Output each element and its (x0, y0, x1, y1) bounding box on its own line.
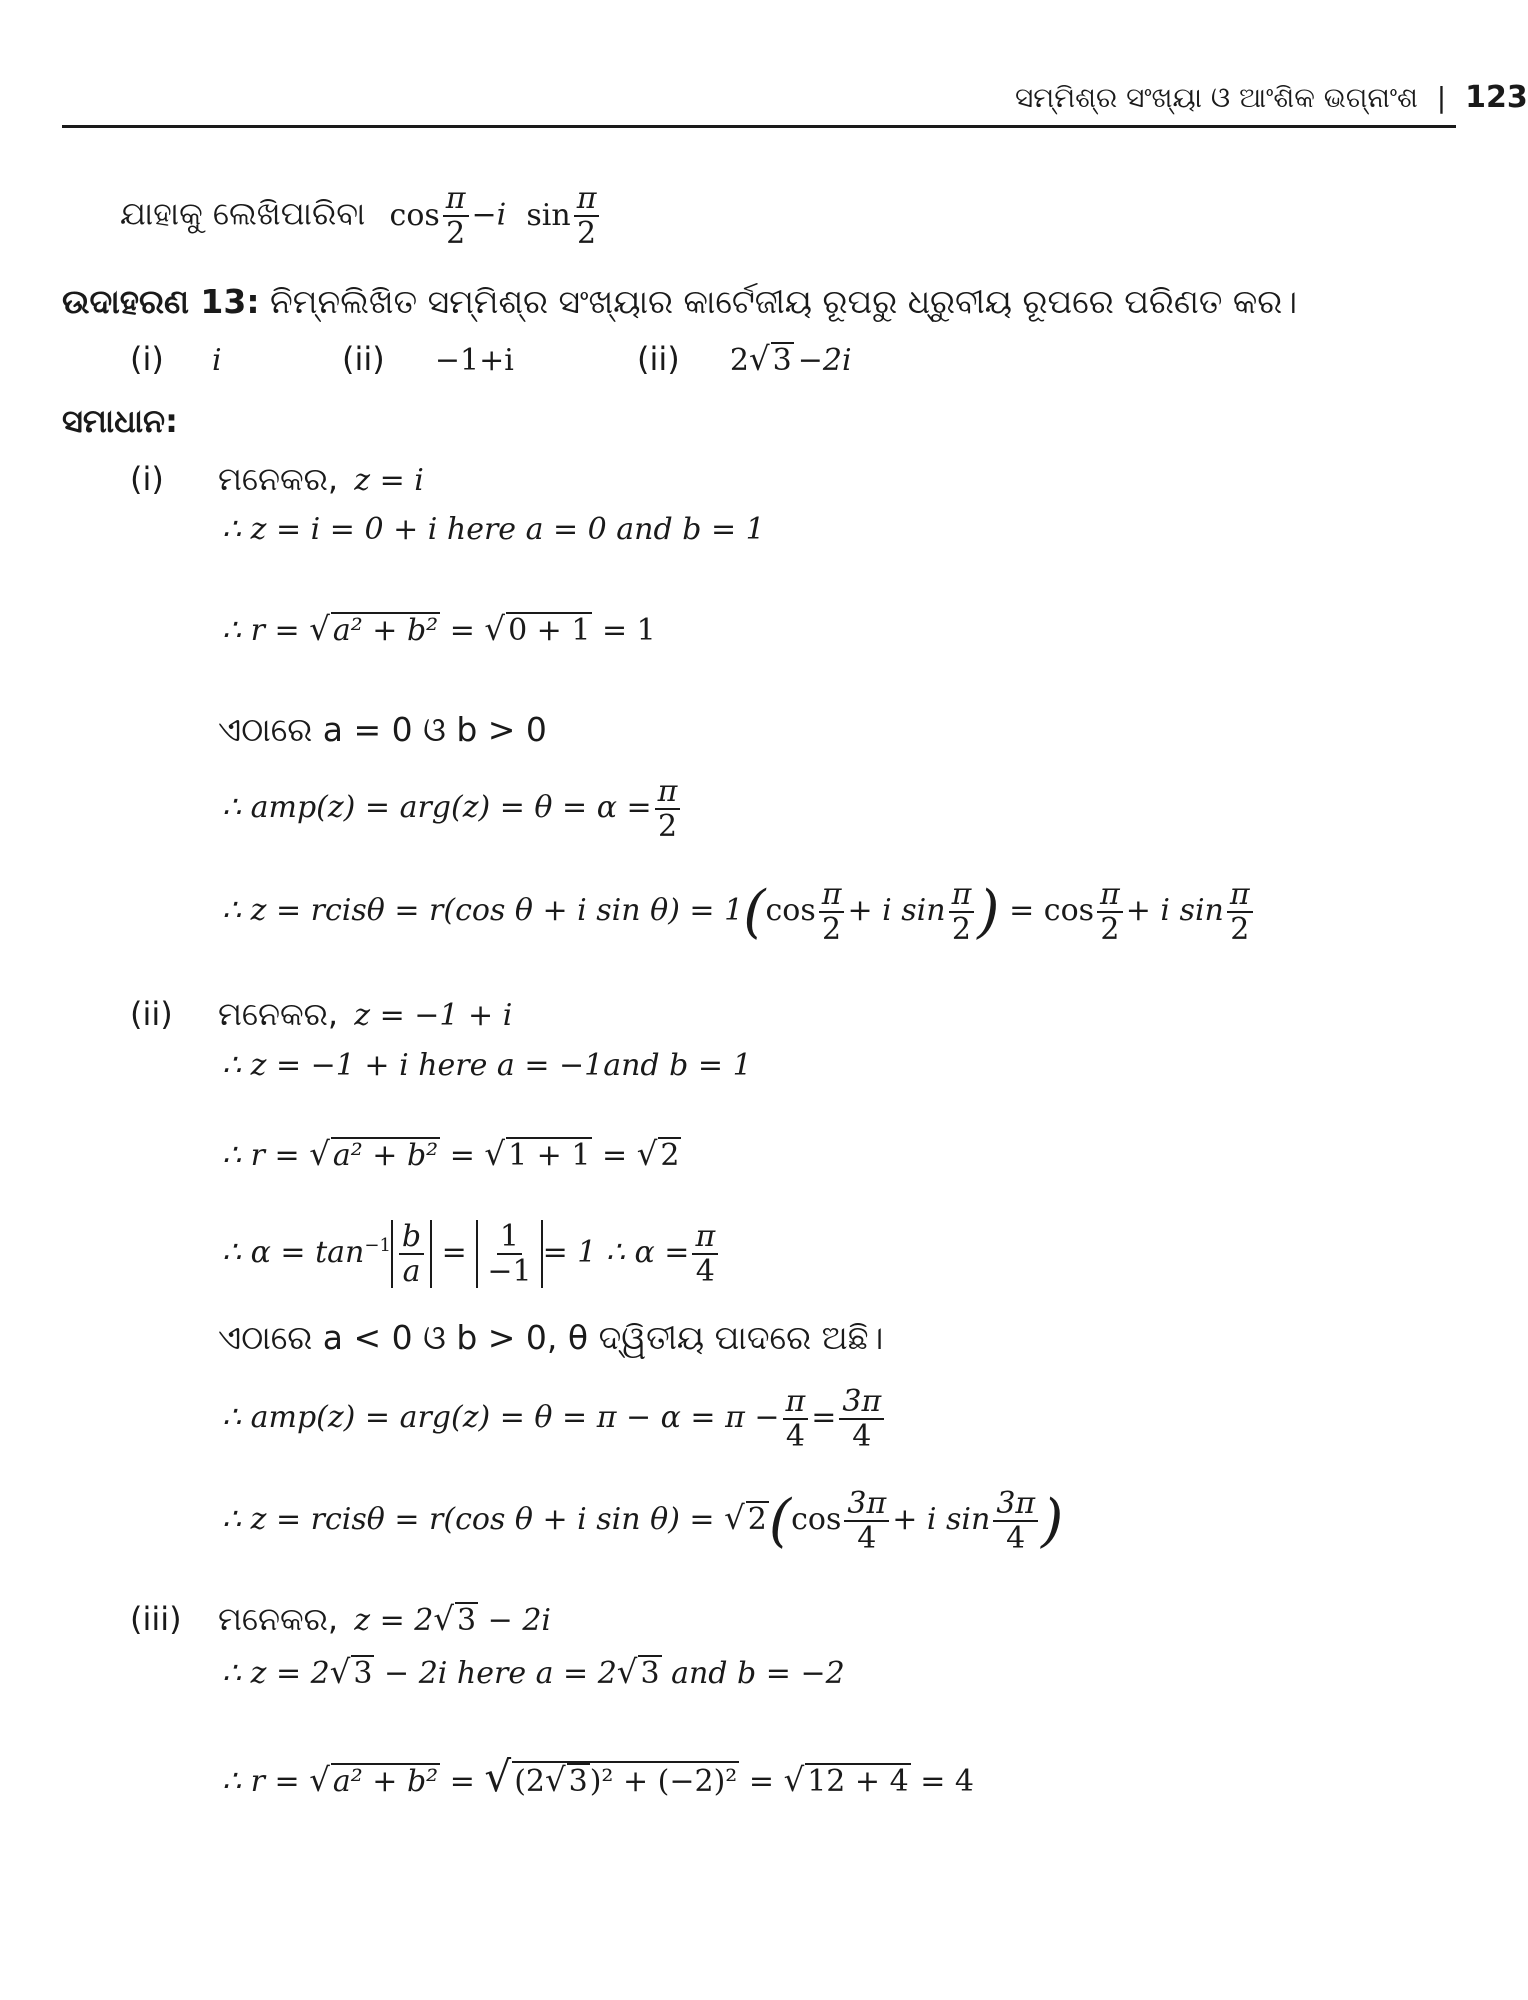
sol2-let: ମନେକର, z = −1 + i (218, 995, 513, 1033)
sol2-label: (ii) (130, 995, 173, 1033)
sol1-frac-pi2: $\frac{\pi}{2}$ (655, 775, 681, 843)
part-expr-1: i (212, 343, 222, 378)
part-expr-3: 2√ 3 −2i (729, 340, 852, 378)
part-label-1: (i) (130, 340, 164, 378)
sol3-label: (iii) (130, 1600, 182, 1638)
sol2-line2: ∴ r = √ a² + b² = √ 1 + 1 = √ 2 (222, 1135, 680, 1173)
intro-cos: cos (389, 197, 440, 233)
chapter-title: ସମ୍ମିଶ୍ର ସଂଖ୍ୟା ଓ ଆଂଶିକ ଭଗ୍ନାଂଶ (1015, 81, 1418, 114)
sol2-line3: ∴ $\alpha = \tan^{-1}$ $\frac{b}{a}$ = $\frac{1}{-1}$ = 1 ∴ α = $\frac{\pi}{4}$ (222, 1220, 721, 1288)
intro-frac-1: $\frac{\pi}{2}$ (443, 182, 469, 250)
part-expr-2: −1+i (434, 343, 514, 378)
part-label-3: (ii) (637, 340, 680, 378)
parts-row-2 (342, 340, 514, 378)
sol3-line1: ∴ z = 2√ 3 − 2i here a = 2√ 3 and b = −2 (222, 1653, 845, 1691)
sol2-line4: ଏଠାରେ a < 0 ଓ b > 0, θ ଦ୍ୱିତୀୟ ପାଦରେ ଅଛି। (218, 1318, 884, 1357)
sol1-line4: ∴ amp(z) = arg(z) = θ = α = $\frac{\pi}{2}$ (222, 775, 683, 843)
sol3-line2: ∴ r = √ a² + b² = √ (2√ 3)² + (−2)² = √ 12 + 4 = 4 (222, 1752, 974, 1801)
sol1-line2: ∴ r = √ a² + b² = √ 0 + 1 = 1 (222, 610, 656, 648)
example-heading (62, 282, 1297, 322)
example-label: ଉଦାହରଣ 13: (62, 282, 260, 321)
sol1-line1: ∴ z = i = 0 + i here a = 0 and b = 1 (222, 512, 765, 547)
intro-text: ଯାହାକୁ ଲେଖିପାରିବା (120, 194, 366, 233)
running-header (1015, 80, 1528, 115)
header-separator: | (1436, 81, 1447, 114)
sol1-let: ମନେକର, z = i (218, 460, 424, 498)
intro-sin: sin (526, 197, 571, 233)
parts-row (130, 340, 222, 378)
sol2-line6: ∴ z = rcisθ = r(cos θ + i sin θ) = √ 2(cos $\frac{3\pi}{4}$ + i sin $\frac{3\pi}{4}$ ) (222, 1486, 1064, 1556)
sol1-line5: ∴ z = rcisθ = r(cos θ + i sin θ) = 1(cos $\frac{\pi}{2}$ + i sin $\frac{\pi}{2}$ ) = cos $\frac{\pi}{2}$ + i sin $\frac{\pi}{2}$ (222, 878, 1256, 946)
intro-frac-2: $\frac{\pi}{2}$ (574, 182, 600, 250)
sol2-line1: ∴ z = −1 + i here a = −1and b = 1 (222, 1048, 752, 1083)
header-rule (62, 125, 1456, 128)
sol3-let: ମନେକର, z = 2√ 3 − 2i (218, 1600, 552, 1638)
page-number: 123 (1465, 80, 1528, 115)
sol1-label: (i) (130, 460, 164, 498)
solution-label: ସମାଧାନ: (62, 402, 178, 440)
sol2-line5: ∴ amp(z) = arg(z) = θ = π − α = π − $\frac{\pi}{4}$ = $\frac{3\pi}{4}$ (222, 1385, 887, 1453)
parts-row-3 (637, 340, 852, 378)
example-text: ନିମ୍ନଲିଖିତ ସମ୍ମିଶ୍ର ସଂଖ୍ୟାର କାର୍ଟେଜୀୟ ରୂପରୁ ଧ୍ରୁବୀୟ ରୂପରେ ପରିଣତ କର। (270, 282, 1298, 321)
intro-minus-i: −i (471, 197, 507, 233)
intro-line (120, 182, 602, 250)
part-label-2: (ii) (342, 340, 385, 378)
sol1-line3: ଏଠାରେ a = 0 ଓ b > 0 (218, 710, 547, 749)
